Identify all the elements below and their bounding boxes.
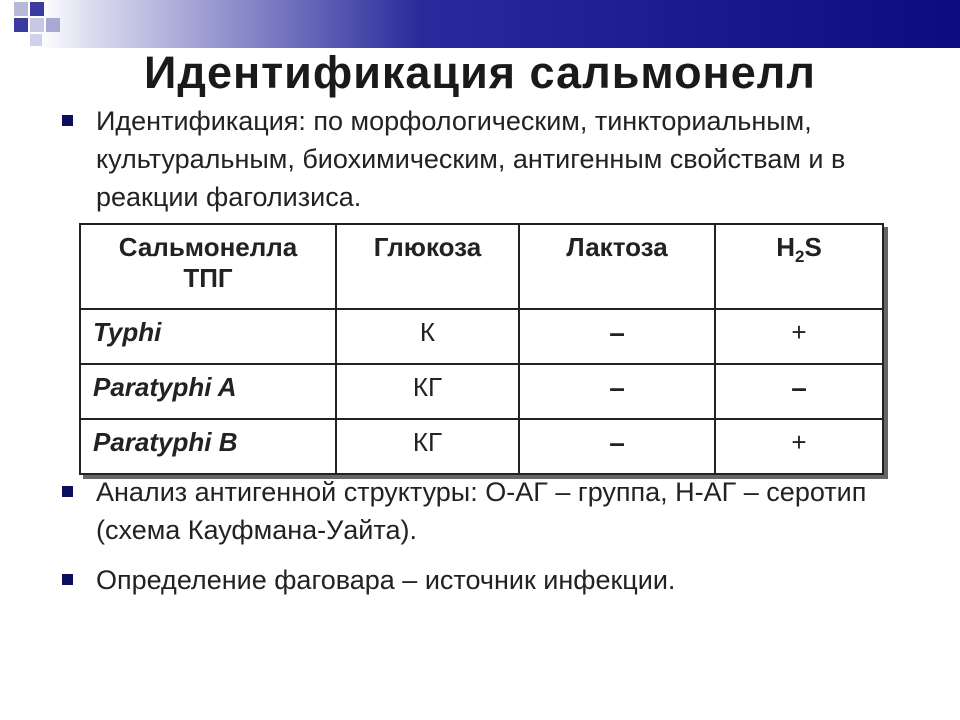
decor-square [14, 2, 28, 16]
lactose-cell: – [519, 364, 715, 419]
decor-square [46, 18, 60, 32]
identification-table [79, 223, 884, 475]
bullet-text: Определение фаговара – источник инфекции. [96, 565, 676, 595]
column-header-lactose: Лактоза [519, 224, 715, 309]
h2s-cell: + [715, 419, 883, 474]
decor-square [14, 18, 28, 32]
decor-square [30, 18, 44, 32]
table-row [80, 419, 883, 474]
h2s-cell: – [715, 364, 883, 419]
column-header-glucose: Глюкоза [336, 224, 519, 309]
glucose-cell: КГ [336, 364, 519, 419]
table-header-row [80, 224, 883, 309]
slide-title: Идентификация сальмонелл [144, 47, 816, 98]
decor-square [30, 34, 42, 46]
table-row [80, 364, 883, 419]
bullet-item [96, 561, 916, 599]
organism-cell: Typhi [80, 309, 336, 364]
square-bullet-icon [62, 115, 73, 126]
column-header-organism: Сальмонелла ТПГ [80, 224, 336, 309]
organism-cell: Paratyphi A [80, 364, 336, 419]
decor-square [30, 2, 44, 16]
lactose-cell: – [519, 309, 715, 364]
h2s-cell: + [715, 309, 883, 364]
bullet-item [96, 473, 916, 549]
lactose-cell: – [519, 419, 715, 474]
table-row [80, 309, 883, 364]
header-decoration-bar [0, 0, 960, 48]
bullet-item [96, 102, 886, 216]
bullet-text: Анализ антигенной структуры: О-АГ – группа, Н-АГ – серотип (схема Кауфмана-Уайта). [96, 477, 867, 545]
glucose-cell: КГ [336, 419, 519, 474]
organism-cell: Paratyphi B [80, 419, 336, 474]
glucose-cell: К [336, 309, 519, 364]
column-header-h2s: $H_2S$ [715, 224, 883, 309]
square-bullet-icon [62, 486, 73, 497]
square-bullet-icon [62, 574, 73, 585]
bullet-text: Идентификация: по морфологическим, тинкториальным, культуральным, биохимическим, антигенным свойствам и в реакции фаголизиса. [96, 106, 846, 212]
